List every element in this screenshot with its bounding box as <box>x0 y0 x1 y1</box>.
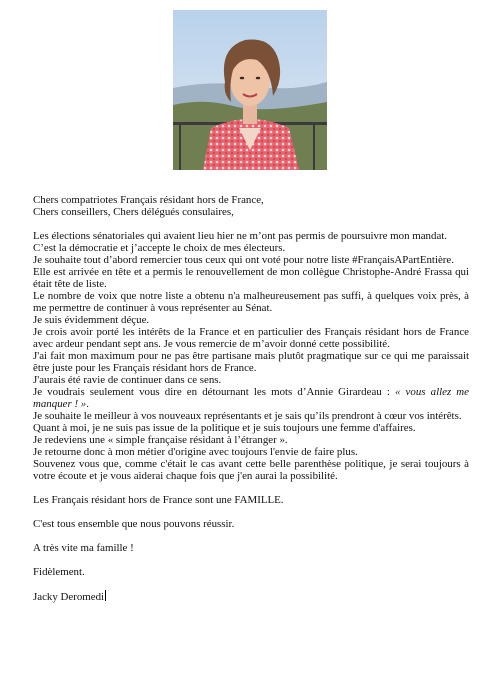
quote-italic: « vous allez me manquer ! » <box>33 386 469 410</box>
paragraph: Quant à moi, je ne suis pas issue de la politique et je suis toujours une femme d'affaires. <box>33 422 416 434</box>
paragraph: J'aurais été ravie de continuer dans ce sens. <box>33 374 222 386</box>
signature-line[interactable] <box>33 590 469 603</box>
paragraph: Je redeviens une « simple française résidant à l’étranger ». <box>33 434 288 446</box>
quote-end: . <box>86 398 89 410</box>
paragraph: Je suis évidemment déçue. <box>33 314 150 326</box>
paragraph: Les élections sénatoriales qui avaient lieu hier ne m’ont pas permis de poursuivre mon mandat. <box>33 230 448 242</box>
paragraph: J'ai fait mon maximum pour ne pas être partisane mais plutôt pragmatique sur ce qui me paraissait être juste pour les Français résidant hors de France. <box>33 350 469 374</box>
text-cursor <box>105 590 106 601</box>
paragraph: Je retourne donc à mon métier d'origine avec toujours l'envie de faire plus. <box>33 446 358 458</box>
quote-intro: Je voudrais seulement vous dire en détournant les mots d’Annie Girardeau : <box>33 386 395 398</box>
portrait-icon <box>173 10 327 170</box>
greeting-line: Chers conseillers, Chers délégués consulaires, <box>33 206 234 218</box>
regards-line: Fidèlement. <box>33 566 85 578</box>
family-line: Les Français résidant hors de France sont une FAMILLE. <box>33 494 284 506</box>
farewell-line: A très vite ma famille ! <box>33 542 134 554</box>
greeting-line: Chers compatriotes Français résidant hors de France, <box>33 194 264 206</box>
paragraph: Elle est arrivée en tête et a permis le renouvellement de mon collègue Christophe-André Frassa qui était tête de liste. <box>33 266 469 290</box>
quote-paragraph <box>33 386 469 410</box>
letter-body <box>33 194 469 603</box>
paragraph: Le nombre de voix que notre liste a obtenu n'a malheureusement pas suffi, à quelques voix près, à me permettre de continuer à vous représenter au Sénat. <box>33 290 469 314</box>
paragraph: Je souhaite tout d’abord remercier tous ceux qui ont voté pour notre liste #FrançaisAPartEntière. <box>33 254 454 266</box>
together-line: C'est tous ensemble que nous pouvons réussir. <box>33 518 235 530</box>
paragraph: Je crois avoir porté les intérêts de la France et en particulier des Français résidant hors de France avec ardeur pendant sept ans. Je vous remercie de m’avoir donné cette possibilité. <box>33 326 469 350</box>
paragraph: Souvenez vous que, comme c'était le cas avant cette belle parenthèse politique, je serai toujours à votre écoute et je vous aiderai chaque fois que j'en aurai la possibilité. <box>33 458 469 482</box>
portrait-photo <box>173 10 327 170</box>
signature: Jacky Deromedi <box>33 591 105 603</box>
paragraph: Je souhaite le meilleur à vos nouveaux représentants et je sais qu’ils prendront à cœur vos intérêts. <box>33 410 462 422</box>
paragraph: C’est la démocratie et j’accepte le choix de mes électeurs. <box>33 242 286 254</box>
